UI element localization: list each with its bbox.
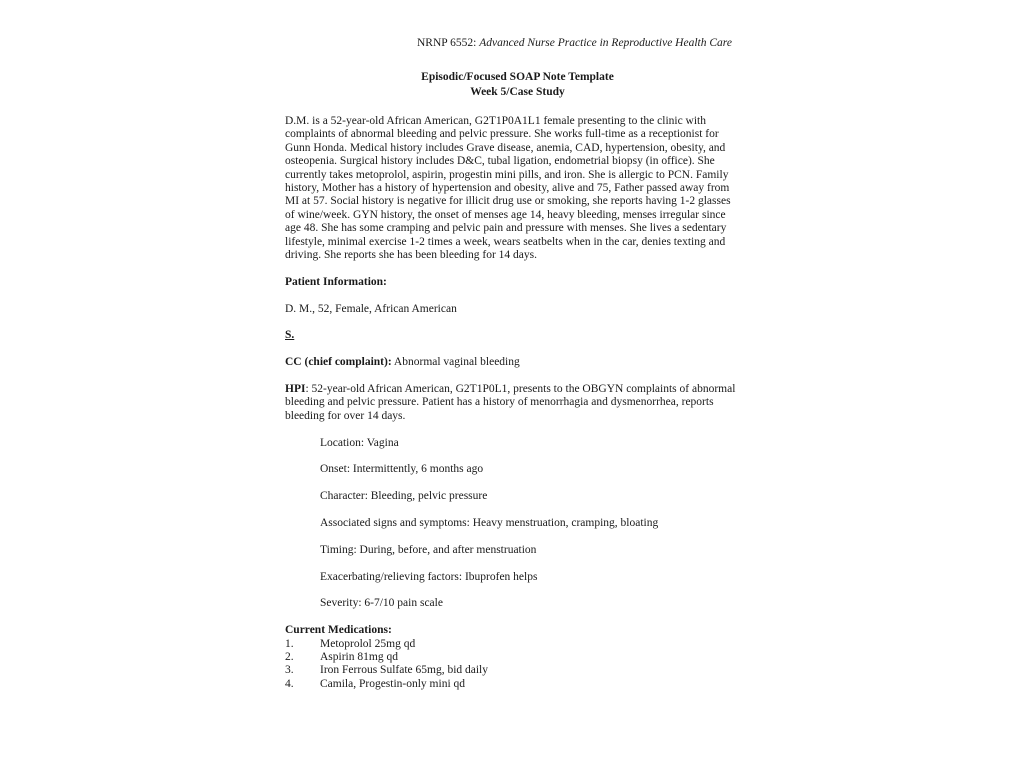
medications-heading: Current Medications:	[285, 624, 392, 637]
case-study-paragraph: D.M. is a 52-year-old African American, G2T1P0A1L1 female presenting to the clinic with complaints of abnormal bleeding and pelvic pressure. She works full-time as a receptionist for Gunn Honda. Medical history includes Grave disease, anemia, CAD, hypertension, obesity, and osteopenia. Surgical history includes D&C, tubal ligation, endometrial biopsy (in office). She currently takes metoprolol, aspirin, progestin mini pills, and iron. She is allergic to PCN. Family history, Mother has a history of hypertension and obesity, alive and 75, Father passed away from MI at 57. Social history is negative for illicit drug use or smoking, she reports having 1-2 glasses of wine/week. GYN history, the onset of menses age 14, heavy bleeding, menses irregular since age 48. She has some cramping and pelvic pain and pressure with menses. She lives a sedentary lifestyle, minimal exercise 1-2 times a week, wears seatbelts when in the car, denies texting and driving. She reports she has been bleeding for 14 days.	[285, 115, 731, 262]
hpi-onset: Onset: Intermittently, 6 months ago	[320, 463, 484, 476]
patient-info-value: D. M., 52, Female, African American	[285, 302, 457, 315]
hpi-timing: Timing: During, before, and after menstruation	[320, 543, 537, 556]
course-header	[417, 36, 757, 50]
title-line-1: Episodic/Focused SOAP Note Template	[421, 71, 614, 83]
medication-text: Iron Ferrous Sulfate 65mg, bid daily	[320, 664, 489, 677]
medication-text: Aspirin 81mg qd	[320, 651, 398, 664]
medication-item	[285, 651, 740, 664]
course-code: NRNP 6552:	[417, 37, 480, 49]
medication-number: 3.	[285, 664, 294, 677]
title-line-2: Week 5/Case Study	[470, 86, 565, 98]
medication-number: 4.	[285, 677, 294, 690]
subjective-heading: S.	[285, 329, 295, 342]
hpi-location: Location: Vagina	[320, 436, 399, 449]
medications-list	[285, 638, 740, 692]
patient-info-heading: Patient Information:	[285, 275, 387, 288]
medication-text: Camila, Progestin-only mini qd	[320, 677, 466, 690]
medication-item	[285, 678, 740, 691]
hpi-severity: Severity: 6-7/10 pain scale	[320, 597, 443, 610]
document-title	[285, 70, 750, 100]
course-title: Advanced Nurse Practice in Reproductive Health Care	[479, 37, 732, 49]
medication-item	[285, 638, 740, 651]
medication-item	[285, 664, 740, 677]
hpi-associated-symptoms: Associated signs and symptoms: Heavy menstruation, cramping, bloating	[320, 517, 659, 530]
cc-label: CC (chief complaint):	[285, 356, 392, 369]
medication-text: Metoprolol 25mg qd	[320, 637, 416, 650]
hpi-value: : 52-year-old African American, G2T1P0L1, presents to the OBGYN complaints of abnormal bleeding and pelvic pressure. Patient has a history of menorrhagia and dysmenorrhea, reports bleeding for over 14 days.	[285, 383, 736, 422]
medication-number: 2.	[285, 651, 294, 664]
hpi-paragraph	[285, 383, 740, 423]
hpi-character: Character: Bleeding, pelvic pressure	[320, 490, 488, 503]
document-body	[285, 115, 740, 691]
cc-value: Abnormal vaginal bleeding	[391, 356, 520, 369]
hpi-exacerbating-factors: Exacerbating/relieving factors: Ibuprofen helps	[320, 570, 538, 583]
medication-number: 1.	[285, 637, 294, 650]
hpi-label: HPI	[285, 383, 306, 396]
chief-complaint	[285, 356, 740, 369]
